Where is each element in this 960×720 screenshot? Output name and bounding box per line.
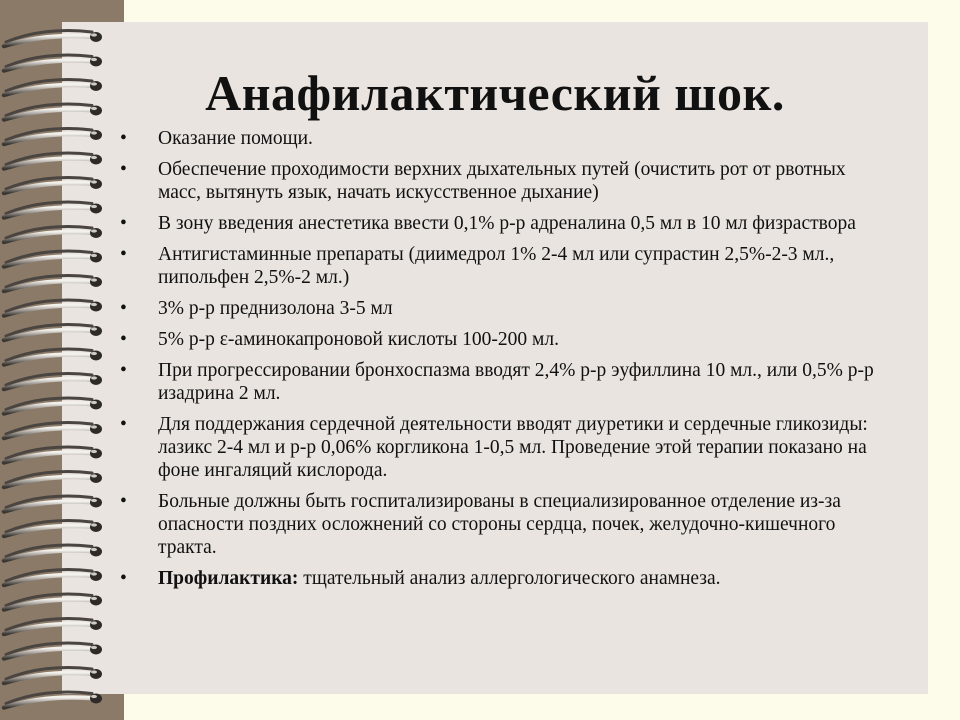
- spiral-ring-icon: [4, 30, 102, 46]
- list-item: [158, 297, 888, 320]
- list-item-text: При прогрессировании бронхоспазма вводят 2,4% р-р эуфиллина 10 мл., или 0,5% р-р изадрина 2 мл.: [158, 360, 874, 404]
- list-item: [158, 490, 888, 559]
- list-item-text: Оказание помощи.: [158, 128, 313, 149]
- list-item-text: Для поддержания сердечной деятельности вводят диуретики и сердечные гликозиды: лазикс 2-4 мл и р-р 0,06% коргликона 1-0,5 мл. Проведение этой терапии показано на фоне ингаляций кислорода.: [158, 414, 868, 481]
- spiral-ring-icon: [4, 202, 102, 218]
- list-item: [158, 413, 888, 482]
- spiral-ring-icon: [4, 594, 102, 610]
- spiral-ring-icon: [4, 128, 102, 144]
- list-item-text: тщательный анализ аллергологического анамнеза.: [298, 568, 721, 589]
- spiral-ring-icon: [4, 373, 102, 389]
- list-item: [158, 567, 888, 590]
- bullet-list: [158, 127, 888, 598]
- spiral-ring-icon: [4, 153, 102, 169]
- list-item-text: 3% р-р преднизолона 3-5 мл: [158, 298, 393, 319]
- slide-title: Анафилактический шок.: [205, 65, 785, 121]
- prophylaxis-label: Профилактика:: [158, 568, 299, 589]
- list-item-text: 5% р-р ε-аминокапроновой кислоты 100-200 мл.: [158, 329, 559, 350]
- spiral-ring-icon: [4, 300, 102, 316]
- list-item-text: В зону введения анестетика ввести 0,1% р-р адреналина 0,5 мл в 10 мл физраствора: [158, 213, 856, 234]
- spiral-ring-icon: [4, 422, 102, 438]
- list-item-text: Антигистаминные препараты (диимедрол 1% 2-4 мл или супрастин 2,5%-2-3 мл., пипольфен 2,5%-2 мл.): [158, 244, 835, 288]
- list-item: [158, 359, 888, 405]
- spiral-ring-icon: [4, 569, 102, 585]
- list-item: [158, 212, 888, 235]
- list-item-text: Обеспечение проходимости верхних дыхательных путей (очистить рот от рвотных масс, вытянуть язык, начать искусственное дыхание): [158, 159, 846, 203]
- list-item: [158, 158, 888, 204]
- list-item: [158, 243, 888, 289]
- spiral-ring-icon: [4, 226, 102, 242]
- spiral-ring-icon: [4, 251, 102, 267]
- spiral-ring-icon: [4, 177, 102, 193]
- spiral-ring-icon: [4, 520, 102, 536]
- spiral-ring-icon: [4, 643, 102, 659]
- spiral-ring-icon: [4, 398, 102, 414]
- spiral-ring-icon: [4, 667, 102, 683]
- list-item-text: Больные должны быть госпитализированы в специализированное отделение из-за опасности поздних осложнений со стороны сердца, почек, желудочно-кишечного тракта.: [158, 491, 841, 558]
- list-item: [158, 328, 888, 351]
- spiral-ring-icon: [4, 496, 102, 512]
- spiral-ring-icon: [4, 471, 102, 487]
- spiral-ring-icon: [4, 545, 102, 561]
- list-item: [158, 127, 888, 150]
- spiral-ring-icon: [4, 349, 102, 365]
- spiral-ring-icon: [4, 692, 102, 708]
- spiral-ring-icon: [4, 447, 102, 463]
- spiral-ring-icon: [4, 275, 102, 291]
- spiral-ring-icon: [4, 324, 102, 340]
- spiral-ring-icon: [4, 618, 102, 634]
